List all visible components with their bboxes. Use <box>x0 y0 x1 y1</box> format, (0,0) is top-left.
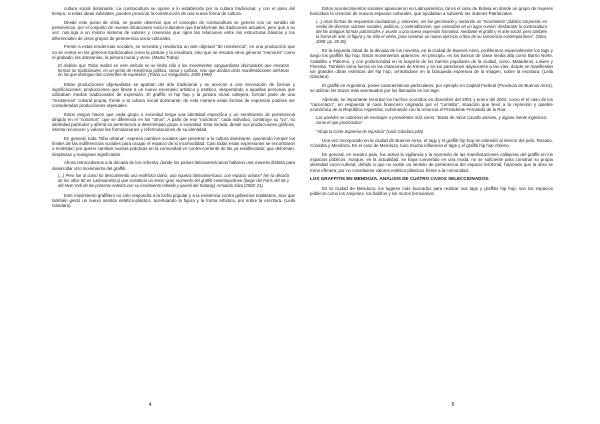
quote-reference: "Abajo la Corte Suprema de Injusticia" (Leila Gándara,p49) <box>316 128 423 134</box>
section-heading: LOS GRAFFITIS EN MENDOZA. ANÁLISIS DE CUATRO CASOS SELECCIONADOS. <box>310 176 490 182</box>
paragraph: En general, toda "tribu urbana", expresa cambios sociales que penetran a la cultura dominante, queriendo romper los límites de las indiferencias sociales para ocupar el espacio de lo incomodidad. Casi todas estas expresiones se encontraron o molestan; por querer cambiar nuevas prácticas en la comunidad en contra-corriente de las ya establecidas; que deforman, desplazan y reasignan significados. <box>52 135 295 157</box>
paragraph: Ahora retrocedamos a la década de los ochenta, donde los países latinoamericanos hallaron una manera distinta para desarrollar otro movimiento del graffiti. <box>52 160 295 171</box>
block-quote: (...) otras formas de respuestas ciudadanas y, entonces, así fue germinado y naciendo un "movimiento" plástico corporeal, en medio de diversas razones sociales, políticas, y contradictorias, que coincidían en un lugar común: desbaratar la contracultura del los antiguos formas patriarcales y asumir a una nueva expresión formativa, mediante el grafiti y el arte social, pero también la forma de arte, la figura y no sólo el verbo, para construir un nuevo ejercicio crítico de su conciencia contemporánea". (Silva, 2008: pp. 35-36) <box>316 19 547 44</box>
block-quote: (...) Pero fue al como fui descubriendo una estilística latina, una riqueza latinoamericana, con espacio urbano" (en la década de los años 80 en Latinoamérica) que constituía un tercer gran momento del graffiti contemporáneo (luego del París del 68 y del New York de los primeros setenta con su movimiento rebelde y juvenil del Subway) Armando Silva (2008: 21) <box>58 173 289 189</box>
paragraph: Además, se importante recordar los hechos ocurridos en diciembre del 2001 y enero del 2002; como el el caso de los "cacerolazo", en respuesta al caos financiero originado por el "corralito", situación que llevó a la represión y quiebre económico de la República Argentina; culminando con la renuncia el Presidente Fernando de la Rúa. <box>310 96 553 113</box>
block-quote: El análisis que Traba realiza en este artículo no se limita sólo a los movimientos vanguardistas disimulados que rescatan formas no tradicionales, en un gesto de resistencia política, social y cultural, sino que analiza otras manifestaciones artísticas en las que distingue dos corrientes de expresión. (Traba, La Vanguardia, 1993-1998) <box>58 62 289 78</box>
paragraph: En general, en nuestro país, fue activa la vigilancia y la represión de las manifestaciones callejeras del graffiti en los espacios públicos. Aunque, en la actualidad, se haya convertido en una moda, no se suficiente para construir su propia identidad socio-cultural; debido a que no existe un sentido de pertenencia del espacio territorial, haciendo que la obra se torne efímera, por no constituirse valores estético plásticos frente a la comunidad. <box>310 152 553 173</box>
paragraph: Frente a estas tendencias sociales, se necesita y revaloriza un arte objetual "de resistencia", en una producción que no se centra en los géneros tradicionales como la pintura y la escultura, sino que se rescata otros géneros "menores" como el grabado, las artesanías, la pintura mural y otros. (Marta Traba) <box>52 44 295 60</box>
block-quote: Las paredes se cubrieron de mensajes a presidentes más como: "Basta de robos Cavallo asesino, y alguna mente ingeniosa; como el que proclamaba" <box>316 115 547 126</box>
paragraph: En la segunda mitad de la década de los noventa, en la ciudad de Buenos Aires, proliferaron especialmente los tags y luego los graffitis hip hop. Estos movimientos aparecen, en principio, en los barrios de clase media alta como Barrio Norte, Caballito o Palermo, y con posterioridad en la mayoría de los barrios populares de la ciudad, como, Mataderos, Liniers y Floresta. También toma fuerza en las estaciones de trenes y en los paredones adyacentes a las vías, donde se manifiestan los grandes obras estéticas del hip hop; centrándose en la búsqueda expresiva de la imagen, sobre la escritura. (Leila Gándara) <box>310 48 553 80</box>
left-page <box>52 6 295 392</box>
paragraph: Este movimiento graffitero no solo respondía a la lucha popular y a la existencia contra gobiernos totalitarios, sino que también gestó un nuevo sentido estético-plástico, acentuando la figura y la forma artística, por sobre la escritura. (Leila Gándara) <box>52 192 295 209</box>
right-page-number: 5 <box>451 402 455 408</box>
paragraph: El graffiti en Argentina, posee características particulares, por ejemplo en Capital Federal (Provincia de Buenos Aires), se utilizan los trazos más acentuados por los llamados en los tags. <box>310 82 553 94</box>
paragraph: Estos rasgos hacen que cada grupo o sociedad tenga una identidad específica y un sentimiento de pertenencia dirigido en el "nosotros", que se diferencia en los "otros". A partir de ese "nosotros", cada individuo, construye su "yo", su identidad particular y afirma su pertenencia a determinado grupo o sociedad. Esta mirada, desde sus producciones gráficas, intenta reconocer y valorar las formulaciones y reformulaciones de su identidad. <box>52 111 295 133</box>
paragraph: Desde este punto de vista, se puede observar que el concepto de contracultura se genera con un sentido de pertenencia, por el conjunto de nuevas situaciones socio-culturales que transforman las tradiciones actuales; pero que a su vez, nos liga a un mismo sistema de valores y creencias que rigen las relaciones entre las estructuras básicas y los diferenciales de otros grupos de pertenencia socio-culturales. <box>52 20 295 41</box>
paragraph: En la ciudad de Mendoza, los lugares más buscados para realizar sus tags y graffitis hip hop, son los espacios públicos como los zanjones, los baldíos y los muros ferroviarios. <box>310 185 553 196</box>
paragraph: Estos acontecimientos sociales aparecieron en Latinoamérica, tal es el caso de Bolivia en donde un grupo de mujeres buscaban la creación de nuevos espacios culturales, que ayudaban a subvertir los órdenes Patriarcales. <box>310 6 553 17</box>
paragraph: Estas producciones objetualistas se apartan del arte tradicional y se acercan a una renovación de formas y significaciones; producciones que llevan a un nuevo escenario artístico y estético, despertando a aquellas personas que utilizaban medios tradicionales de expresión. El graffiti, el hip hop y la pintura mural callejera, forman parte de una "resistencia" cultural propia, frente a la cultura social dominante; de esta manera estas formas de expresión podrían ser consideradas producciones objetuales. <box>52 81 295 108</box>
paragraph: cultura social dominante. La contracultura se opone a lo establecido por la cultura tradicional, y con el paso del tiempo, si estas ideas subsisten, pueden provocar la construcción de una nueva forma de cultura. <box>52 6 295 17</box>
left-page-number: 4 <box>148 402 152 408</box>
paragraph: Una vez incorporado en la ciudad de Buenos Aires, el tagy y el graffiti hip hop se extendió al interior del país. Rosario, Córdoba y Mendoza. En el caso de Mendoza, tuvo mucha influencia el tags y el graffiti hip hop chileno. <box>310 138 553 149</box>
right-page <box>310 6 553 392</box>
